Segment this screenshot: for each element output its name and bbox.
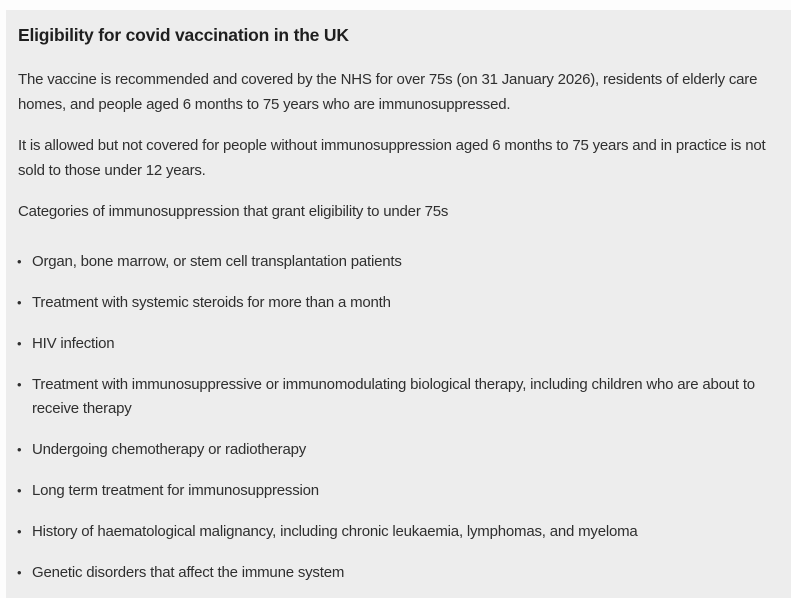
immunosuppression-category-list bbox=[18, 250, 771, 585]
bullet-icon: • bbox=[17, 442, 22, 457]
list-item-text: HIV infection bbox=[32, 335, 115, 352]
list-item-text: Organ, bone marrow, or stem cell transplantation patients bbox=[32, 253, 402, 270]
list-item-text: Undergoing chemotherapy or radiotherapy bbox=[32, 441, 307, 458]
list-item-text: Genetic disorders that affect the immune system bbox=[32, 564, 345, 581]
info-paragraph: Categories of immunosuppression that grant eligibility to under 75s bbox=[18, 203, 449, 220]
intro-paragraphs bbox=[18, 67, 771, 224]
bullet-icon: • bbox=[17, 295, 22, 310]
list-item bbox=[18, 332, 771, 356]
list-item bbox=[18, 479, 771, 503]
list-item bbox=[18, 438, 771, 462]
eligibility-info-box bbox=[6, 10, 791, 598]
info-box-title: Eligibility for covid vaccination in the UK bbox=[18, 25, 349, 45]
list-item bbox=[18, 250, 771, 274]
list-item-text: Treatment with systemic steroids for more than a month bbox=[32, 294, 391, 311]
bullet-icon: • bbox=[17, 524, 22, 539]
list-item-text: Long term treatment for immunosuppression bbox=[32, 482, 319, 499]
list-item bbox=[18, 561, 771, 585]
bullet-icon: • bbox=[17, 254, 22, 269]
bullet-icon: • bbox=[17, 377, 22, 392]
list-item bbox=[18, 373, 771, 421]
info-paragraph: It is allowed but not covered for people without immunosuppression aged 6 months to 75 years and in practice is not sold to those under 12 years. bbox=[18, 137, 766, 179]
bullet-icon: • bbox=[17, 483, 22, 498]
list-item-text: Treatment with immunosuppressive or immunomodulating biological therapy, including children who are about to receive therapy bbox=[32, 376, 755, 417]
list-item bbox=[18, 520, 771, 544]
info-paragraph: The vaccine is recommended and covered by the NHS for over 75s (on 31 January 2026), residents of elderly care homes, and people aged 6 months to 75 years who are immunosuppressed. bbox=[18, 71, 758, 113]
bullet-icon: • bbox=[17, 565, 22, 580]
bullet-icon: • bbox=[17, 336, 22, 351]
list-item bbox=[18, 291, 771, 315]
list-item-text: History of haematological malignancy, including chronic leukaemia, lymphomas, and myeloma bbox=[32, 523, 638, 540]
